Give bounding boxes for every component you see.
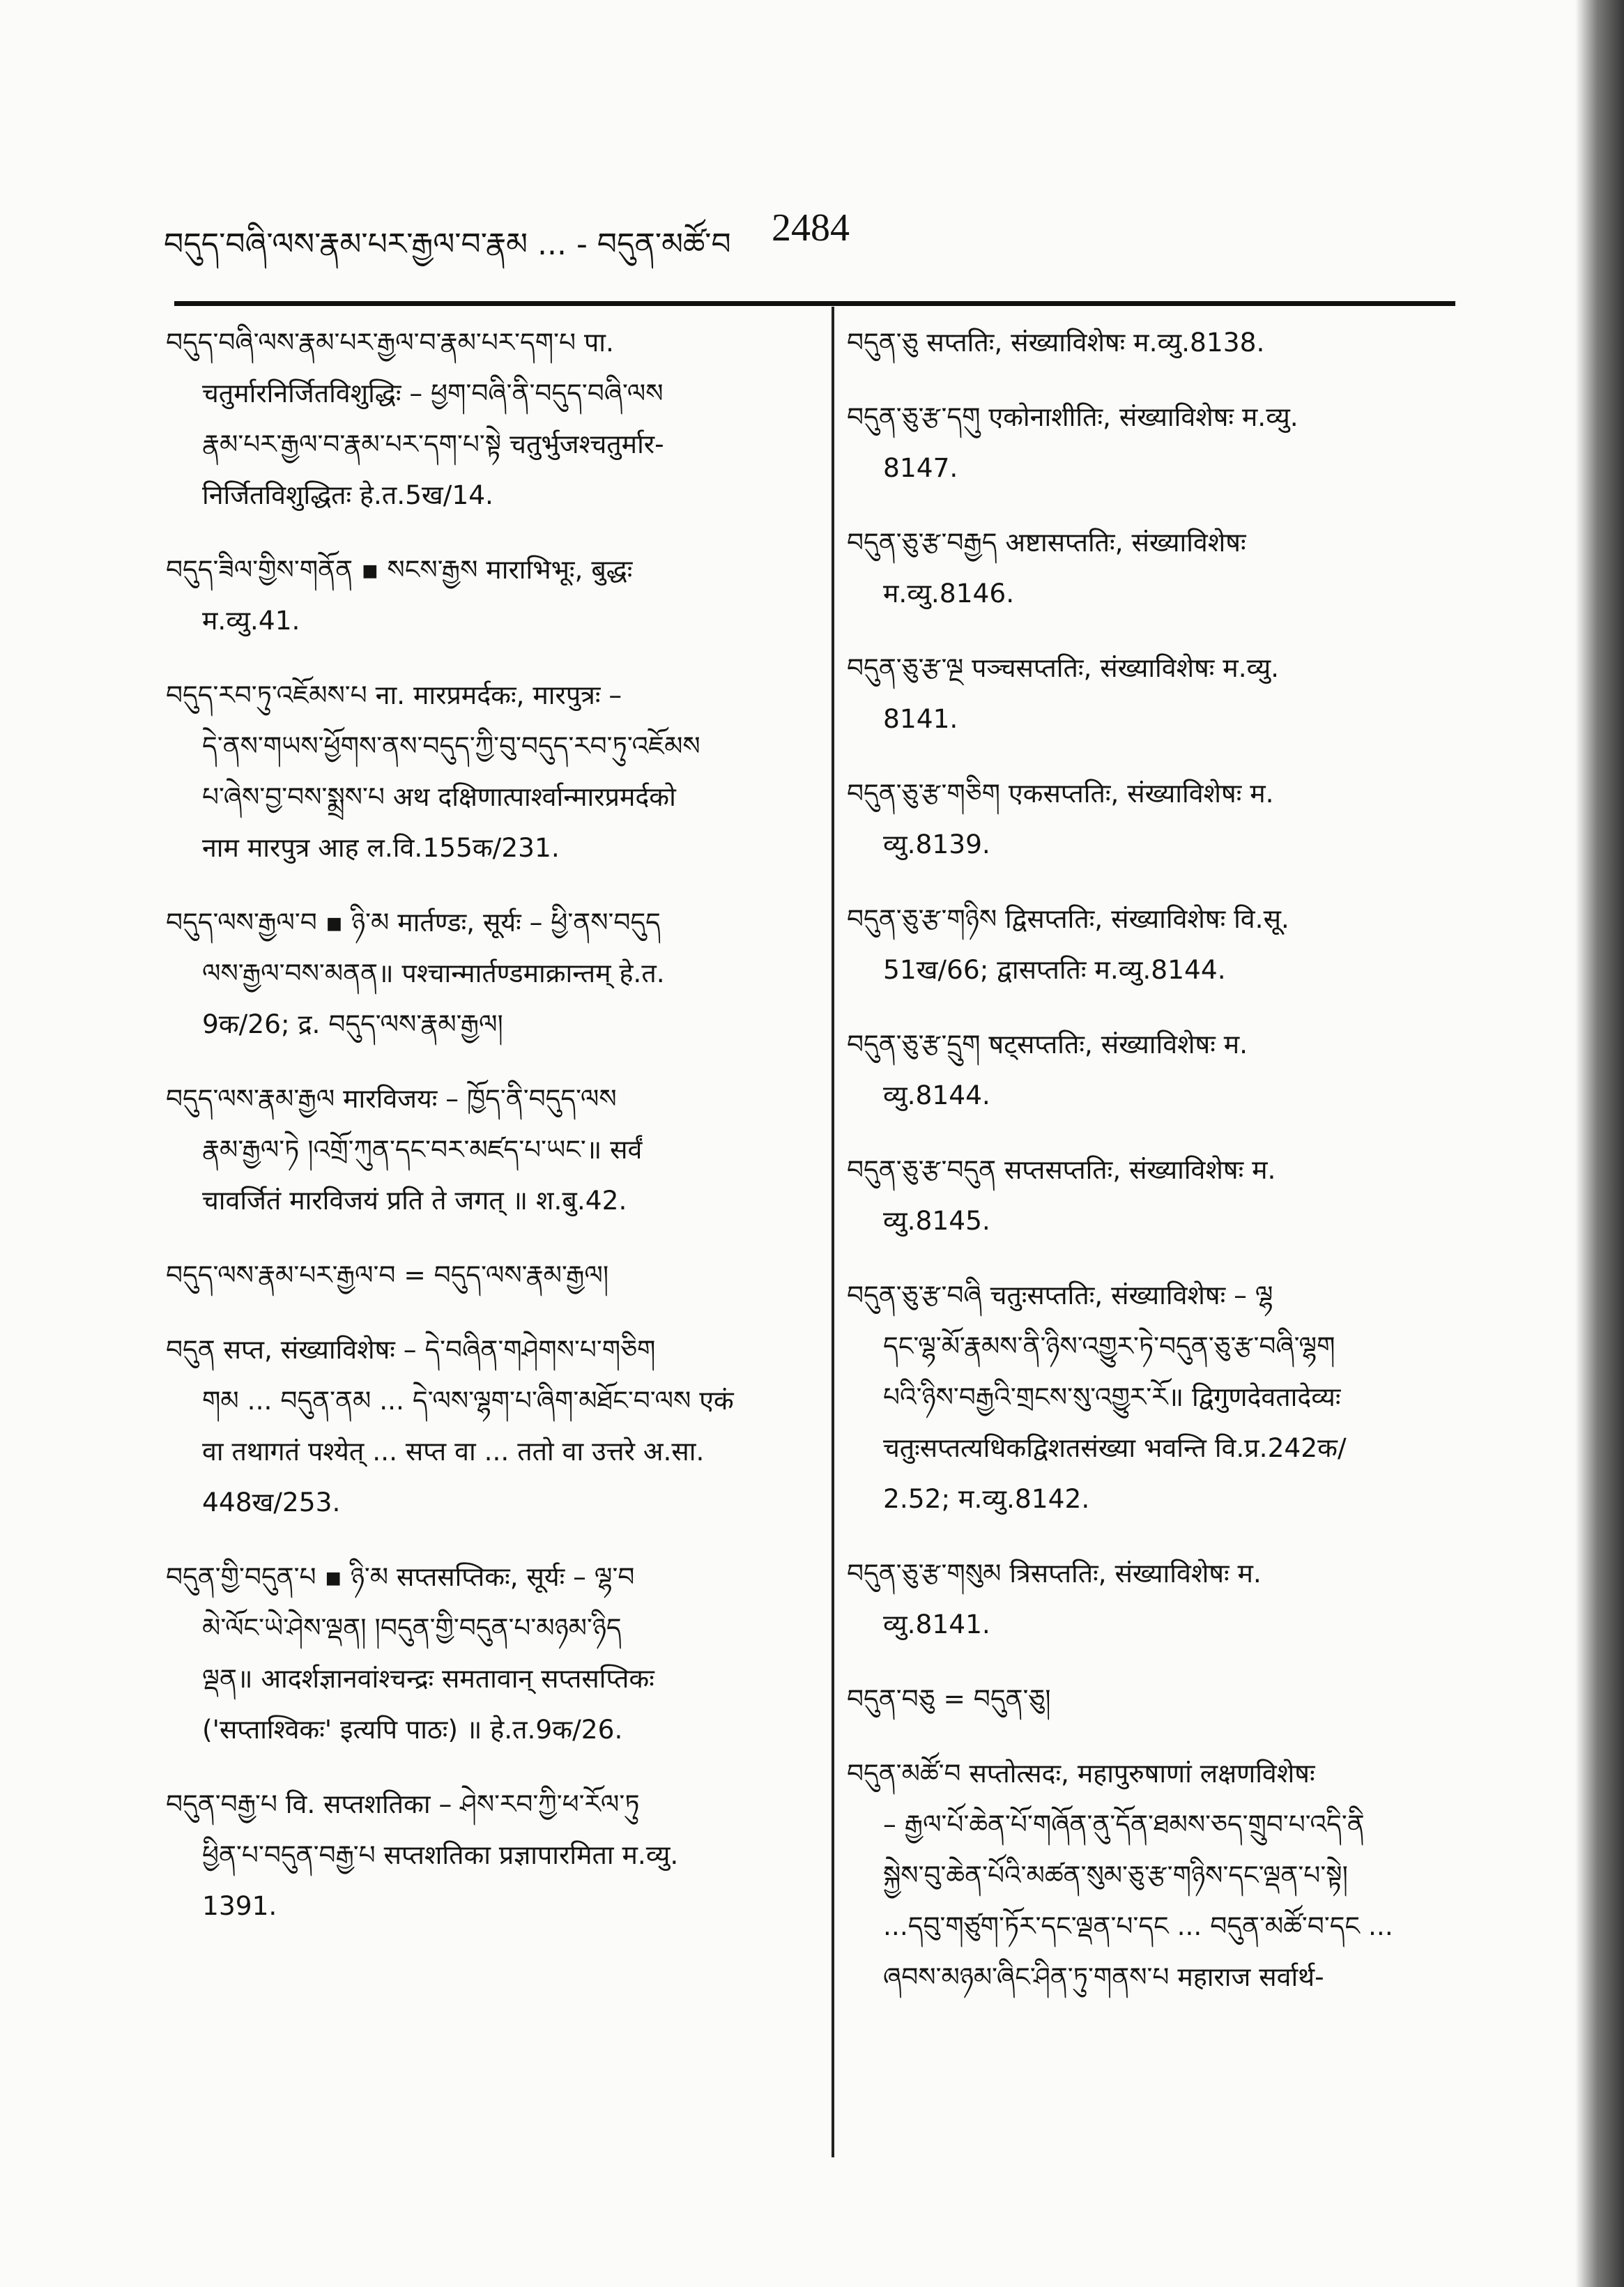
dictionary-entry: [847, 1270, 1453, 1524]
entry-text-line: 8141.: [883, 703, 958, 734]
left-column: [166, 317, 793, 1955]
entry-headword-line: བདུན་ཅུ་རྩ་གཅིག एकसप्ततिः, संख्याविशेषः म.: [847, 778, 1274, 809]
entry-text-line: ལྡན॥ आदर्शज्ञानवांश्चन्द्रः समतावान् सप्तसप्तिकः: [202, 1663, 654, 1694]
entry-text-line: व्यु.8144.: [883, 1080, 990, 1110]
entry-headword-line: བདུན་ཅུ་རྩ་བཞི चतुःसप्ततिः, संख्याविशेषः – ལྷ: [847, 1280, 1273, 1310]
entry-text-line: སྐྱེས་བུ་ཆེན་པོའི་མཚན་སུམ་ཅུ་རྩ་གཉིས་དང་ལྡན་པ་སྟེ།: [883, 1860, 1348, 1890]
page-number: 2484: [772, 206, 850, 250]
entry-text-line: པའི་ཉིས་བརྒྱའི་གྲངས་སུ་འགྱུར་རོ॥ द्विगुणदेवतादेव्यः: [883, 1382, 1341, 1412]
entry-text-line: གམ ... བདུན་ནམ ... དེ་ལས་ལྷག་པ་ཞིག་མཐོང་བ་ལས एकं: [202, 1385, 734, 1416]
dictionary-entry: [166, 1073, 793, 1226]
dictionary-entry: [847, 1748, 1453, 2003]
entry-text-line: རྣམ་རྒྱལ་ཏེ །འགྲོ་ཀུན་དང་བར་མཛད་པ་ཡང་॥ सर्वं: [202, 1134, 643, 1165]
entry-text-line: 1391.: [202, 1890, 277, 1921]
dictionary-entry: [847, 768, 1453, 870]
entry-headword-line: བདུན་ཅུ་རྩ་གཉིས द्विसप्ततिः, संख्याविशेषः वि.सू.: [847, 903, 1289, 934]
entry-headword-line: བདུད་བཞི་ལས་རྣམ་པར་རྒྱལ་བ་རྣམ་པར་དག་པ पा.: [166, 327, 614, 358]
dictionary-entry: [166, 544, 793, 646]
entry-headword-line: བདུན་ཅུ་རྩ་གསུམ त्रिसप्ततिः, संख्याविशेषः म.: [847, 1558, 1262, 1589]
dictionary-entry: [166, 897, 793, 1050]
entry-text-line: 448ख/253.: [202, 1487, 341, 1517]
entry-text-line: नाम मारपुत्र आह ल.वि.155क/231.: [202, 832, 560, 863]
entry-text-line: व्यु.8139.: [883, 829, 990, 859]
entry-headword-line: བདུན་བརྒྱ་པ वि. सप्तशतिका – ཤེས་རབ་ཀྱི་ཕ་རོལ་ཏུ: [166, 1789, 640, 1819]
header-rule: [174, 301, 1455, 306]
entry-text-line: निर्जितविशुद्धितः हे.त.5ख/14.: [202, 480, 493, 510]
dictionary-entry: [847, 1145, 1453, 1246]
entry-headword-line: བདུན་ཅུ་རྩ་བདུན सप्तसप्ततिः, संख्याविशेषः म.: [847, 1154, 1276, 1185]
dictionary-entry: [166, 317, 793, 521]
dictionary-entry: [166, 670, 793, 873]
entry-text-line: व्यु.8141.: [883, 1609, 990, 1639]
entry-headword-line: བདུད་ལས་རྣམ་རྒྱལ मारविजयः – ཁྱོད་ནི་བདུད་ལས: [166, 1083, 617, 1114]
dictionary-entry: [847, 517, 1453, 619]
entry-text-line: ('सप्ताश्विकः' इत्यपि पाठः) ॥ हे.त.9क/26.: [202, 1714, 623, 1745]
entry-text-line: ...དབུ་གཙུག་ཏོར་དང་ལྡན་པ་དང ... བདུན་མཚོ་བ་དང ...: [883, 1911, 1393, 1941]
entry-text-line: 8147.: [883, 452, 958, 483]
dictionary-entry: [847, 392, 1453, 494]
page-header: [164, 206, 875, 261]
entry-text-line: པ་ཞེས་བྱ་བས་སྨྲས་པ अथ दक्षिणात्पार्श्वान्मारप्रमर्दको: [202, 781, 676, 812]
entry-text-line: ཞབས་མཉམ་ཞིང་ཤིན་ཏུ་གནས་པ महाराज सर्वार्थ-: [883, 1961, 1324, 1992]
dictionary-entry: [847, 1674, 1453, 1724]
entry-headword-line: བདུན་ཅུ་རྩ་དགུ एकोनाशीतिः, संख्याविशेषः म.व्यु.: [847, 401, 1299, 432]
entry-text-line: म.व्यु.8146.: [883, 578, 1015, 609]
entry-text-line: ཕྱིན་པ་བདུན་བརྒྱ་པ सप्तशतिका प्रज्ञापारमिता म.व्यु.: [202, 1839, 679, 1870]
entry-text-line: चतुःसप्तत्यधिकद्विशतसंख्या भवन्ति वि.प्र.242क/: [883, 1432, 1347, 1463]
entry-headword-line: བདུན་མཚོ་བ सप्तोत्सदः, महापुरुषाणां लक्षणविशेषः: [847, 1758, 1315, 1789]
dictionary-entry: [166, 1324, 793, 1528]
entry-headword-line: བདུན་བཅུ = བདུན་ཅུ།: [847, 1683, 1051, 1714]
entry-text-line: व्यु.8145.: [883, 1205, 990, 1236]
running-headword-range: བདུད་བཞི་ལས་རྣམ་པར་རྒྱལ་བ་རྣམ ... - བདུན་མཚོ་བ: [164, 227, 731, 262]
scan-edge-shadow: [1575, 0, 1624, 2287]
entry-text-line: म.व्यु.41.: [202, 605, 300, 636]
entry-text-line: – རྒྱལ་པོ་ཆེན་པོ་གཞོན་ནུ་དོན་ཐམས་ཅད་གྲུབ་པ་འདི་ནི: [883, 1809, 1365, 1839]
entry-headword-line: བདུད་ཟིལ་གྱིས་གནོན ▪ སངས་རྒྱས माराभिभूः, बुद्धः: [166, 554, 633, 585]
right-column: [847, 317, 1453, 2026]
entry-text-line: चावर्जितं मारविजयं प्रति ते जगत् ॥ श.बु.42.: [202, 1185, 627, 1216]
entry-headword-line: བདུད་ལས་རྒྱལ་བ ▪ ཉི་མ मार्तण्डः, सूर्यः – ཕྱི་ནས་བདུད: [166, 907, 661, 938]
entry-text-line: 2.52; म.व्यु.8142.: [883, 1483, 1090, 1514]
entry-text-line: རྣམ་པར་རྒྱལ་བ་རྣམ་པར་དག་པ་སྟེ चतुर्भुजश्चतुर्मार-: [202, 429, 664, 459]
entry-headword-line: བདུད་ལས་རྣམ་པར་རྒྱལ་བ = བདུད་ལས་རྣམ་རྒྱལ།: [166, 1260, 609, 1290]
dictionary-entry: [847, 1548, 1453, 1650]
entry-headword-line: བདུན་ཅུ་རྩ་ལྔ पञ्चसप्ततिः, संख्याविशेषः म.व्यु.: [847, 652, 1280, 683]
dictionary-entry: [166, 1552, 793, 1755]
entry-text-line: वा तथागतं पश्येत् ... सप्त वा ... ततो वा उत्तरे अ.सा.: [202, 1436, 705, 1467]
dictionary-entry: [847, 643, 1453, 744]
column-divider: [832, 307, 834, 2157]
entry-headword-line: བདུན सप्त, संख्याविशेषः – དེ་བཞིན་གཤེགས་པ་གཅིག: [166, 1334, 656, 1365]
entry-headword-line: བདུན་ཅུ་རྩ་བརྒྱད अष्टासप्ततिः, संख्याविशेषः: [847, 527, 1246, 558]
dictionary-entry: [847, 1019, 1453, 1121]
dictionary-entry: [166, 1250, 793, 1301]
dictionary-entry: [847, 317, 1453, 368]
dictionary-entry: [847, 894, 1453, 995]
entry-text-line: མེ་ལོང་ཡེ་ཤེས་ལྡན། །བདུན་གྱི་བདུན་པ་མཉམ་ཉིད: [202, 1612, 622, 1643]
entry-text-line: 9क/26; द्र. བདུད་ལས་རྣམ་རྒྱལ།: [202, 1009, 503, 1039]
entry-headword-line: བདུན་ཅུ་རྩ་དྲུག षट्सप्ततिः, संख्याविशेषः म.: [847, 1029, 1248, 1060]
entry-text-line: དང་ལྷ་མོ་རྣམས་ནི་ཉིས་འགྱུར་ཏེ་བདུན་ཅུ་རྩ་བཞི་ལྷག: [883, 1331, 1335, 1361]
entry-headword-line: བདུན་ཅུ सप्ततिः, संख्याविशेषः म.व्यु.8138.: [847, 327, 1265, 358]
entry-text-line: 51ख/66; द्वासप्ततिः म.व्यु.8144.: [883, 954, 1226, 985]
entry-headword-line: བདུན་གྱི་བདུན་པ ▪ ཉི་མ सप्तसप्तिकः, सूर्यः – ལྷ་བ: [166, 1561, 635, 1592]
dictionary-entry: [166, 1779, 793, 1932]
entry-text-line: དེ་ནས་གཡས་ཕྱོགས་ནས་བདུད་ཀྱི་བུ་བདུད་རབ་ཏུ་འཇོམས: [202, 731, 700, 761]
entry-text-line: चतुर्मारनिर्जितविशुद्धिः – ཕྱག་བཞི་ནི་བདུད་བཞི་ལས: [202, 378, 664, 408]
entry-text-line: ལས་རྒྱལ་བས་མནན॥ पश्चान्मार्तण्डमाक्रान्तम् हे.त.: [202, 958, 665, 988]
entry-headword-line: བདུད་རབ་ཏུ་འཇོམས་པ ना. मारप्रमर्दकः, मारपुत्रः –: [166, 680, 622, 710]
